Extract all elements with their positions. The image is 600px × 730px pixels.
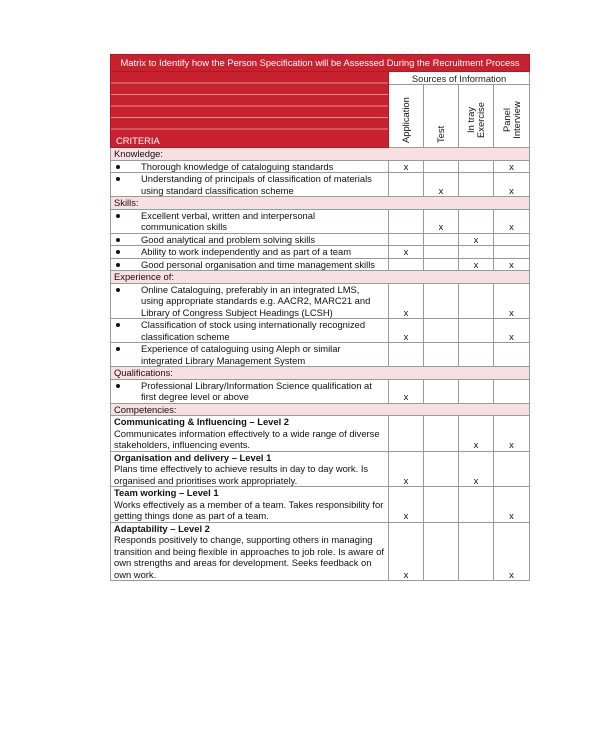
section-row [111,367,530,380]
criteria-cell [111,209,389,233]
criteria-row [111,379,530,403]
mark-cell: x [389,246,424,259]
column-header-test [424,85,459,148]
competency-cell [111,451,389,487]
mark-cell [494,233,530,246]
bullet-dot [116,214,120,218]
mark-cell [494,246,530,259]
mark-cell [389,233,424,246]
criteria-text: Experience of cataloguing using Aleph or similar integrated Library Management System [141,343,341,366]
mark-cell [459,283,494,319]
competency-row [111,416,530,452]
competency-text: Plans time effectively to achieve results in day to day work. Is organised and prioritises work appropriately. [114,463,369,486]
competency-text: Responds positively to change, supporting others in managing transition and being flexible in approaches to job role. Is aware of own strengths and areas for development. Seeks feedback on own work. [114,534,384,580]
mark-cell: x [389,487,424,523]
criteria-row [111,283,530,319]
column-label: Panel Interview [500,101,522,139]
section-row [111,271,530,284]
bullet-icon [115,284,141,296]
competency-row [111,522,530,581]
mark-cell [424,487,459,523]
bullet-dot [116,165,120,169]
mark-cell: x [424,209,459,233]
criteria-text: Online Cataloguing, preferably in an integrated LMS, using appropriate standards e.g. AACR2, MARC21 and Library of Congress Subject Headings (LCSH) [141,283,371,318]
competency-title: Organisation and delivery – Level 1 [114,451,272,463]
mark-cell: x [389,451,424,487]
mark-cell: x [389,160,424,173]
criteria-header-lines [111,72,388,135]
mark-cell [494,379,530,403]
mark-cell: x [494,209,530,233]
criteria-cell [111,246,389,259]
mark-cell: x [494,487,530,523]
competency-text: Works effectively as a member of a team. Takes responsibility for getting things done as part of a team. [114,498,384,521]
criteria-text: Understanding of principals of classification of materials using standard classification scheme [141,173,372,196]
mark-cell [424,258,459,271]
mark-cell: x [494,522,530,581]
bullet-dot [116,347,120,351]
bullet-dot [116,177,120,181]
criteria-row [111,173,530,197]
column-label: In tray Exercise [465,102,486,138]
criteria-row [111,160,530,173]
criteria-header [111,71,389,148]
mark-cell [424,233,459,246]
mark-cell [459,246,494,259]
column-label: Test [435,125,446,143]
section-label: Competencies: [111,403,530,416]
mark-cell [424,451,459,487]
mark-cell: x [494,258,530,271]
column-label: Application [400,97,411,143]
criteria-text: Good personal organisation and time management skills [141,258,375,270]
mark-cell [389,343,424,367]
mark-cell [424,319,459,343]
mark-cell: x [424,173,459,197]
mark-cell: x [459,416,494,452]
criteria-row [111,209,530,233]
mark-cell [459,487,494,523]
mark-cell [424,416,459,452]
column-header-panel-interview [494,85,530,148]
mark-cell [424,343,459,367]
bullet-icon [115,259,141,271]
criteria-cell [111,173,389,197]
criteria-row [111,233,530,246]
competency-title: Adaptability – Level 2 [114,522,210,534]
criteria-row [111,343,530,367]
matrix-title: Matrix to Identify how the Person Specification will be Assessed During the Recruitment Process [111,55,530,72]
criteria-text: Good analytical and problem solving skills [141,233,316,245]
mark-cell: x [389,522,424,581]
bullet-icon [115,380,141,392]
criteria-cell [111,160,389,173]
mark-cell [389,416,424,452]
assessment-matrix-table [110,54,530,581]
criteria-text: Classification of stock using internationally recognized classification scheme [141,319,366,342]
assessment-matrix-page [110,54,529,581]
criteria-cell [111,343,389,367]
mark-cell: x [459,233,494,246]
competency-row [111,487,530,523]
competency-text: Communicates information effectively to a wide range of diverse stakeholders, influencing events. [114,427,380,450]
mark-cell [389,209,424,233]
bullet-icon [115,319,141,331]
section-row [111,403,530,416]
bullet-dot [116,323,120,327]
mark-cell: x [459,258,494,271]
header-row-sources [111,71,530,85]
criteria-text: Excellent verbal, written and interpersonal communication skills [141,209,316,232]
mark-cell [459,343,494,367]
criteria-row [111,258,530,271]
bullet-icon [115,343,141,355]
title-row [111,55,530,72]
criteria-text: Professional Library/Information Science qualification at first degree level or above [141,379,372,402]
bullet-dot [116,250,120,254]
mark-cell [424,379,459,403]
section-row [111,197,530,210]
criteria-row [111,319,530,343]
mark-cell: x [494,283,530,319]
mark-cell [459,319,494,343]
competency-title: Communicating & Influencing – Level 2 [114,416,290,427]
competency-row [111,451,530,487]
section-label: Experience of: [111,271,530,284]
mark-cell [424,283,459,319]
mark-cell: x [389,283,424,319]
mark-cell [389,173,424,197]
bullet-icon [115,173,141,185]
section-label: Qualifications: [111,367,530,380]
criteria-cell [111,233,389,246]
section-row [111,148,530,161]
mark-cell [494,343,530,367]
column-header-in-tray-exercise [459,85,494,148]
bullet-icon [115,161,141,173]
mark-cell [459,160,494,173]
mark-cell [459,209,494,233]
competency-cell [111,522,389,581]
mark-cell: x [494,173,530,197]
bullet-icon [115,246,141,258]
criteria-cell [111,258,389,271]
criteria-label: CRITERIA [116,135,160,146]
mark-cell [424,246,459,259]
bullet-icon [115,234,141,246]
mark-cell: x [494,416,530,452]
criteria-text: Ability to work independently and as part of a team [141,246,352,257]
mark-cell: x [389,319,424,343]
bullet-dot [116,263,120,267]
mark-cell [424,160,459,173]
bullet-icon [115,210,141,222]
section-label: Skills: [111,197,530,210]
criteria-cell [111,319,389,343]
mark-cell [389,258,424,271]
mark-cell: x [389,379,424,403]
mark-cell [424,522,459,581]
mark-cell: x [459,451,494,487]
competency-title: Team working – Level 1 [114,487,219,498]
competency-cell [111,487,389,523]
column-header-application [389,85,424,148]
mark-cell [459,522,494,581]
mark-cell [459,173,494,197]
mark-cell: x [494,160,530,173]
mark-cell [459,379,494,403]
section-label: Knowledge: [111,148,530,161]
bullet-dot [116,384,120,388]
bullet-dot [116,288,120,292]
criteria-cell [111,283,389,319]
mark-cell [494,451,530,487]
criteria-cell [111,379,389,403]
criteria-row [111,246,530,259]
criteria-text: Thorough knowledge of cataloguing standards [141,160,334,172]
sources-header: Sources of Information [389,71,530,85]
mark-cell: x [494,319,530,343]
competency-cell [111,416,389,452]
bullet-dot [116,238,120,242]
